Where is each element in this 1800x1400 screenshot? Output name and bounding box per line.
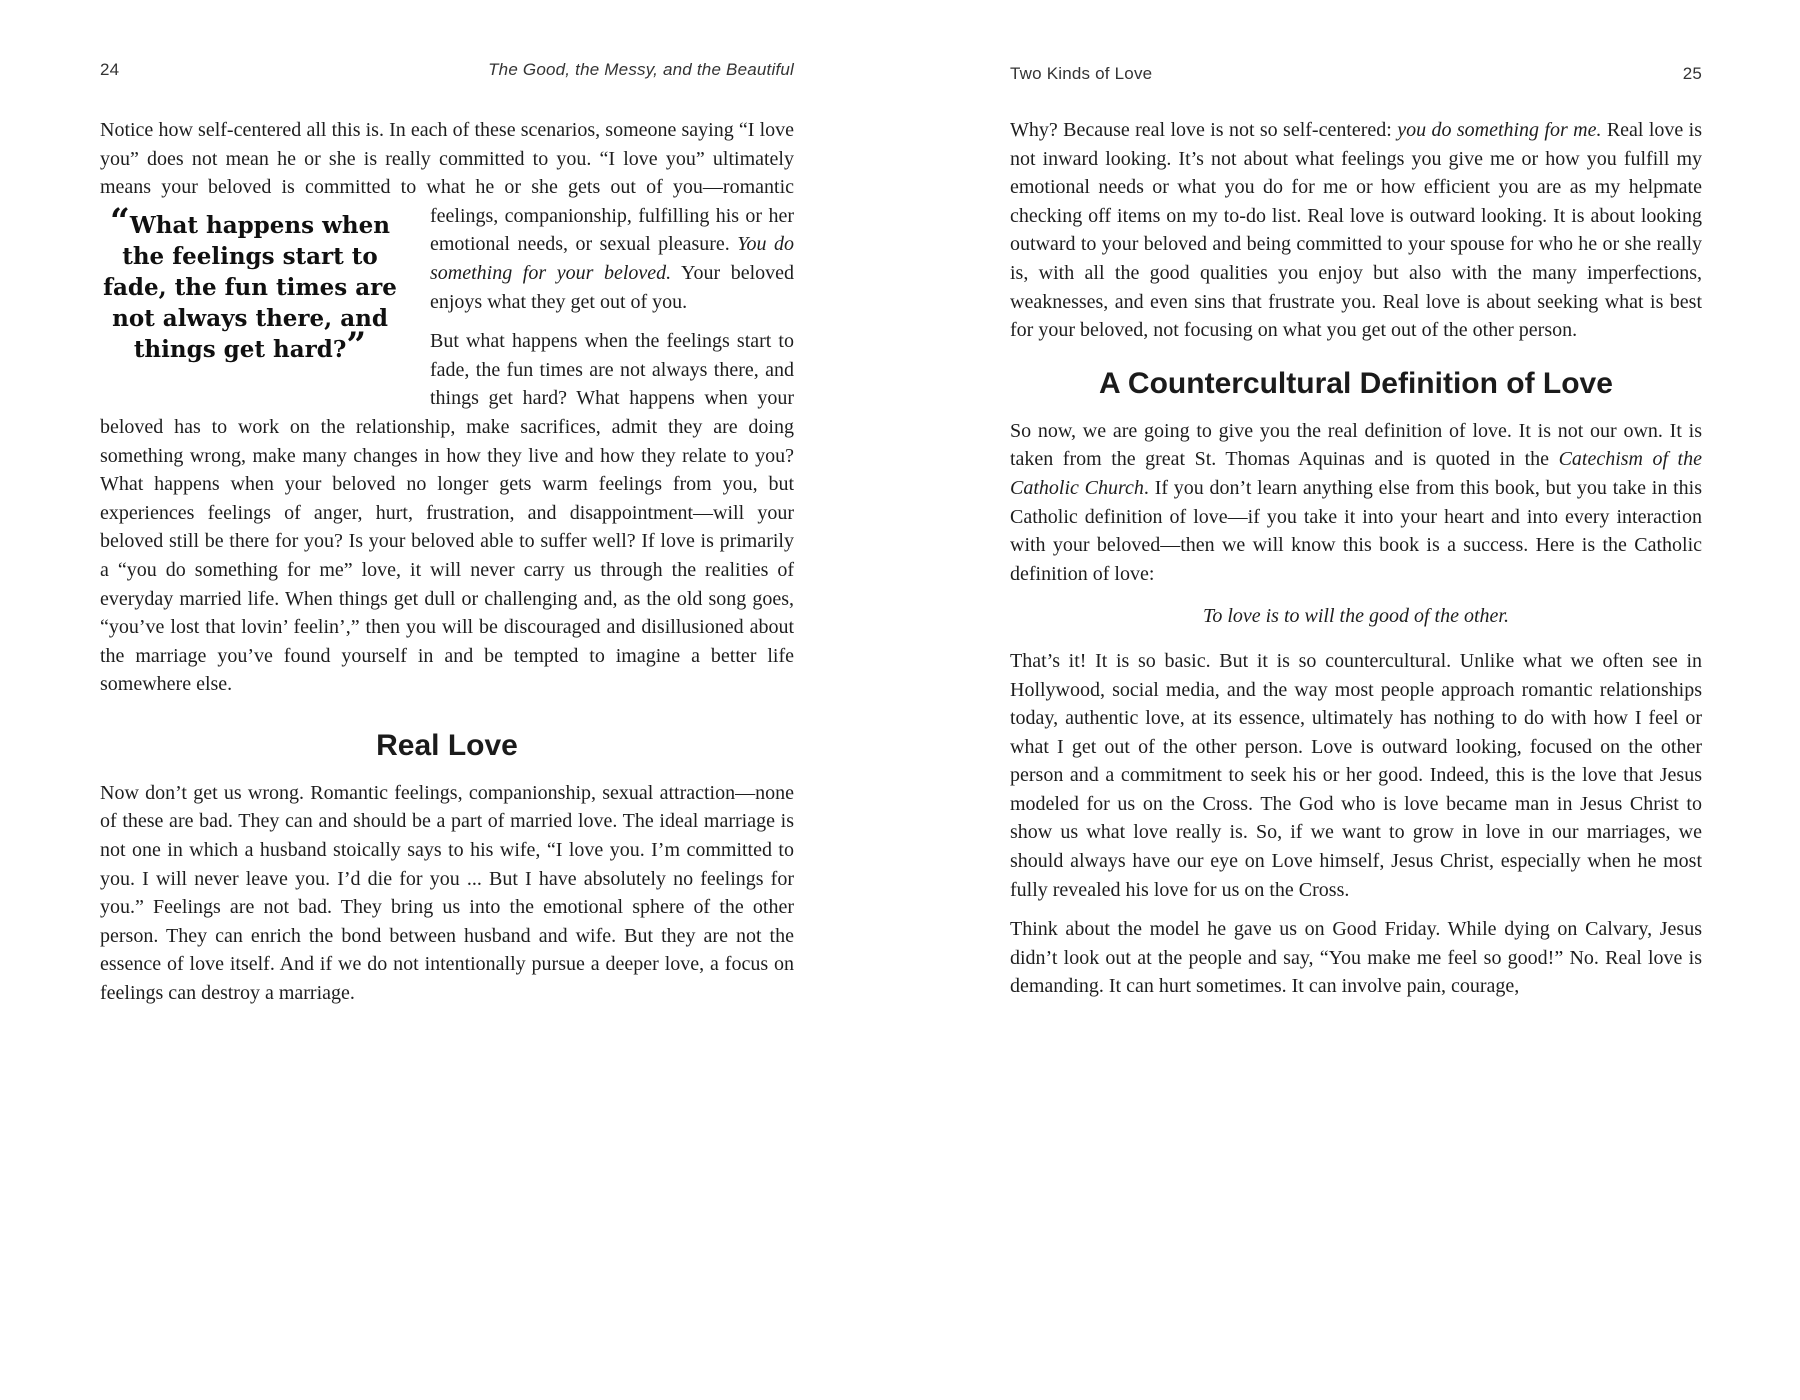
text-run: . If you don’t learn anything else from this book, but you take in this Catholic definition of love—if you take it into your heart and into every interaction with your beloved—then we will know this book is a success. Here is the Catholic definition of love: xyxy=(1010,476,1702,585)
italic-run: Catechism of the Catholic Church xyxy=(1010,448,1702,499)
paragraph: But what happens when the feelings start to fade, the fun times are not always there, and things get hard? What happens when your beloved has to work on the relationship, make sacrifices, admit they are doing something wrong, make many changes in how they live and how they relate to you? What happens when your beloved no longer gets warm feelings from you, but experiences feelings of anger, hurt, frustration, and disappointment—will your beloved still be there for you? Is your beloved able to suffer well? If love is primarily a “you do something for me” love, it will never carry us through the realities of everyday married life. When things get dull or challenging and, as the old song goes, “you’ve lost that lovin’ feelin’,” then you will be discouraged and disillusioned about the marriage you’ve found yourself in and be tempted to imagine a better life somewhere else. xyxy=(100,330,794,696)
section-heading-countercultural: A Countercultural Definition of Love xyxy=(1099,366,1613,400)
pull-quote-text: What happens when the feelings start to fade, the fun times are not always there, and things get hard? xyxy=(103,211,397,363)
italic-run: You do something for your beloved. xyxy=(430,233,794,284)
paragraph: Now don’t get us wrong. Romantic feelings, companionship, sexual attraction—none of these are bad. They can and should be a part of married love. The ideal marriage is not one in which a husband stoically says to his wife, “I love you. I’m committed to you. I will never leave you. I’d die for you ... But I have absolutely no feelings for you.” Feelings are not bad. They bring us into the emotional sphere of the other person. They can enrich the bond between husband and wife. But they are not the essence of love itself. And if we do not intentionally pursue a deeper love, a focus on feelings can destroy a marriage. xyxy=(100,781,794,1005)
right-running-title: Two Kinds of Love xyxy=(1010,64,1153,83)
open-quote-mark: “ xyxy=(110,201,130,242)
paragraph: That’s it! It is so basic. But it is so countercultural. Unlike what we often see in Hollywood, social media, and the way most people approach romantic relationships today, authentic love, at its essence, ultimately has nothing to do with how I feel or what I get out of the other person. Love is outward looking, focused on the other person and a commitment to seek his or her good. Indeed, this is the love that Jesus modeled for us on the Cross. The God who is love became man in Jesus Christ to show us what love really is. So, if we want to grow in love in our marriages, we should always have our eye on Love himself, Jesus Christ, especially when he most fully revealed his love for us on the Cross. xyxy=(1010,649,1702,901)
text-run: Your beloved enjoys what they get out of you. xyxy=(430,261,795,313)
text-run: emotional needs, or sexual pleasure. xyxy=(430,233,738,256)
right-page xyxy=(1010,0,1702,1400)
left-running-head xyxy=(100,60,794,80)
left-page-number: 24 xyxy=(100,60,120,79)
text-run: Why? Because real love is not so self-centered: xyxy=(1010,119,1398,141)
right-body-text xyxy=(1010,116,1702,1012)
left-page xyxy=(100,0,794,1400)
right-running-head xyxy=(1010,64,1702,84)
pull-quote xyxy=(100,201,400,409)
paragraph xyxy=(100,116,795,366)
text-run: So now, we are going to give you the real definition of love. It is not our own. It is taken from the great St. Thomas Aquinas and is quoted in the xyxy=(1010,419,1702,471)
paragraph xyxy=(1010,417,1702,589)
section-heading-real-love: Real Love xyxy=(376,728,518,762)
text-run: Notice how self-centered all this is. In each of these scenarios, someone saying “I love you” does not mean he or she is really committed to you. “I love you” ultimately means your beloved is committed to what he or she gets out of you—romantic feelings, companionship, fulfilling his or her xyxy=(100,119,794,227)
italic-run: you do something for me. xyxy=(1397,119,1602,141)
left-running-title: The Good, the Messy, and the Beautiful xyxy=(488,60,794,79)
close-quote-mark: ” xyxy=(346,325,367,366)
definition-quote: To love is to will the good of the other. xyxy=(1203,605,1509,628)
text-run: Real love is not inward looking. It’s not about what feelings you give me or how you fulfill my emotional needs or what you do for me or how efficient you are as my helpmate checking off items on my to-do list. Real love is outward looking. It is about looking outward to your beloved and being committed to your spouse for who he or she really is, with all the good qualities you enjoy but also with the many imperfections, weaknesses, and even sins that frustrate you. Real love is about seeking what is best for your beloved, not focusing on what you get out of the other person. xyxy=(1010,119,1702,342)
paragraph: Think about the model he gave us on Good Friday. While dying on Calvary, Jesus didn’t look out at the people and say, “You make me feel so good!” No. Real love is demanding. It can hurt sometimes. It can involve pain, courage, xyxy=(1010,918,1702,998)
left-body-text xyxy=(100,116,794,1019)
right-page-number: 25 xyxy=(1682,64,1702,83)
paragraph xyxy=(1010,116,1702,345)
